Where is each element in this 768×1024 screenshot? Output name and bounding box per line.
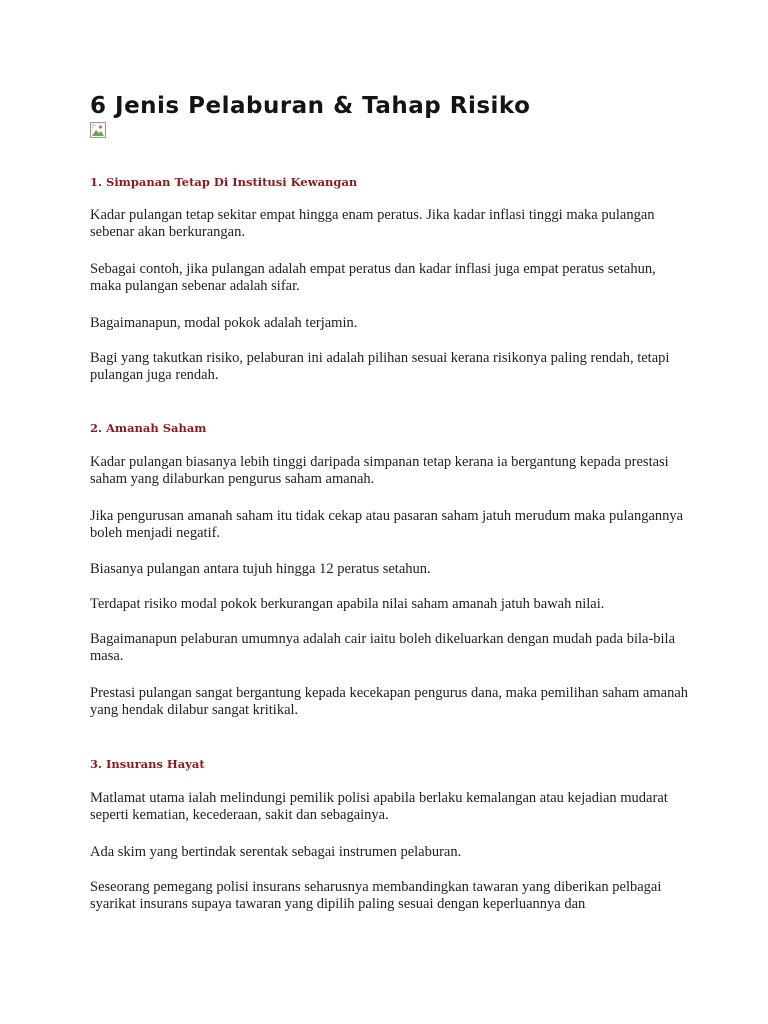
paragraph: Ada skim yang bertindak serentak sebagai instrumen pelaburan. xyxy=(90,844,462,860)
paragraph: Matlamat utama ialah melindungi pemilik polisi apabila berlaku kemalangan atau kejadian mudarat seperti kematian, kecederaan, sakit dan sebagainya. xyxy=(90,790,668,823)
section-heading-1: 1. Simpanan Tetap Di Institusi Kewangan xyxy=(90,175,358,189)
paragraph: Jika pengurusan amanah saham itu tidak cekap atau pasaran saham jatuh merudum maka pulangannya boleh menjadi negatif. xyxy=(90,508,684,541)
section-heading-3: 3. Insurans Hayat xyxy=(90,757,205,771)
paragraph: Sebagai contoh, jika pulangan adalah empat peratus dan kadar inflasi juga empat peratus setahun, maka pulangan sebenar adalah sifar. xyxy=(90,261,656,294)
paragraph: Kadar pulangan biasanya lebih tinggi daripada simpanan tetap kerana ia bergantung kepada prestasi saham yang dilaburkan pengurus saham amanah. xyxy=(90,454,669,487)
page-title: 6 Jenis Pelaburan & Tahap Risiko xyxy=(90,93,531,119)
paragraph: Bagaimanapun, modal pokok adalah terjamin. xyxy=(90,315,358,331)
section-heading-2: 2. Amanah Saham xyxy=(90,421,207,435)
broken-image-icon xyxy=(90,122,106,138)
paragraph: Prestasi pulangan sangat bergantung kepada kecekapan pengurus dana, maka pemilihan saham amanah yang hendak dilabur sangat kritikal. xyxy=(90,685,689,718)
paragraph: Kadar pulangan tetap sekitar empat hingga enam peratus. Jika kadar inflasi tinggi maka pulangan sebenar akan berkurangan. xyxy=(90,207,655,240)
paragraph: Bagi yang takutkan risiko, pelaburan ini adalah pilihan sesuai kerana risikonya paling rendah, tetapi pulangan juga rendah. xyxy=(90,350,670,383)
paragraph: Terdapat risiko modal pokok berkurangan apabila nilai saham amanah jatuh bawah nilai. xyxy=(90,596,605,612)
paragraph: Bagaimanapun pelaburan umumnya adalah cair iaitu boleh dikeluarkan dengan mudah pada bila-bila masa. xyxy=(90,631,676,664)
paragraph: Biasanya pulangan antara tujuh hingga 12 peratus setahun. xyxy=(90,561,431,577)
paragraph: Seseorang pemegang polisi insurans seharusnya membandingkan tawaran yang diberikan pelbagai syarikat insurans supaya tawaran yang dipilih paling sesuai dengan keperluannya dan xyxy=(90,879,662,912)
